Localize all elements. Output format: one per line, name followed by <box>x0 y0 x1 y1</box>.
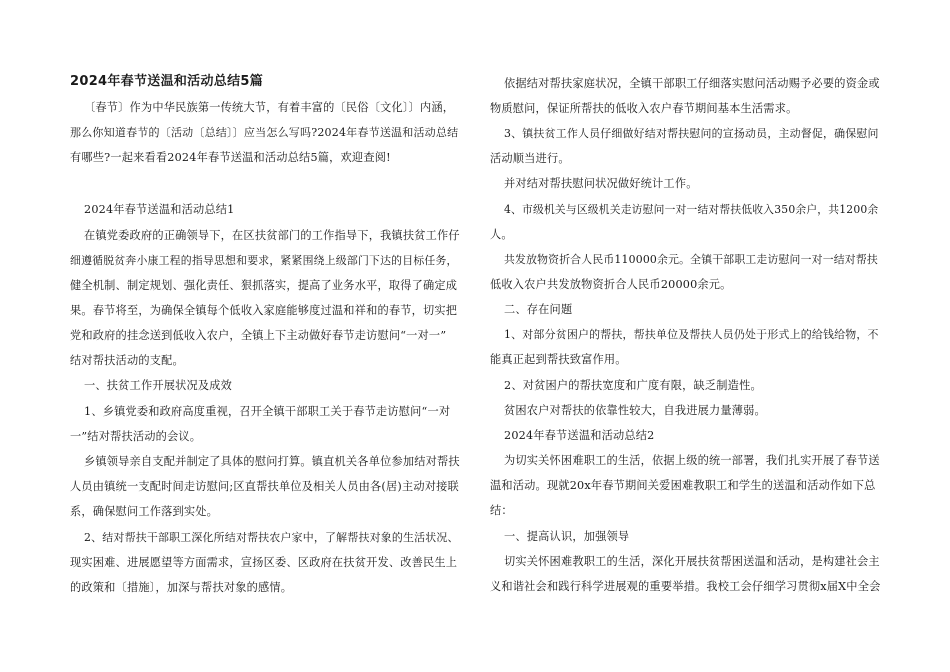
paragraph-line: 依据结对帮扶家庭状况，全镇干部职工仔细落实慰问活动赐予必要的资金或 <box>504 77 880 90</box>
subheading: 一、扶贫工作开展状况及成效 <box>84 379 233 392</box>
paragraph-line: 活动顺当进行。 <box>490 152 570 165</box>
paragraph-line: 4、市级机关与区级机关走访慰问一对一结对帮扶低收入350余户，共1200余 <box>504 203 879 216</box>
paragraph-line: 人员由镇统一支配时间走访慰问;区直帮扶单位及相关人员由各(居)主动对接联 <box>70 480 459 493</box>
paragraph-line: 乡镇领导亲自支配并制定了具体的慰问打算。镇直机关各单位参加结对帮扶 <box>84 455 460 468</box>
paragraph-line: 3、镇扶贫工作人员仔细做好结对帮扶慰问的宣扬动员，主动督促，确保慰问 <box>504 127 879 140</box>
paragraph-line: 为切实关怀困难职工的生活，依据上级的统一部署，我们扎实开展了春节送 <box>504 454 880 467</box>
paragraph-line: 义和谐社会和践行科学进展观的重要举措。我校工会仔细学习贯彻x届X中全会 <box>490 580 881 593</box>
paragraph-line: 低收入农户共发放物资折合人民币20000余元。 <box>490 278 732 291</box>
section-heading-1: 2024年春节送温和活动总结1 <box>84 203 235 216</box>
intro-line-3: 有哪些?一起来看看2024年春节送温和活动总结5篇，欢迎查阅! <box>70 151 391 164</box>
paragraph-line: 健全机制、制定规划、强化责任、狠抓落实，提高了业务水平，取得了确定成 <box>70 279 458 292</box>
paragraph-line: 在镇党委政府的正确领导下，在区扶贫部门的工作指导下，我镇扶贫工作仔 <box>84 229 460 242</box>
document-title: 2024年春节送温和活动总结5篇 <box>70 74 264 89</box>
paragraph-line: 人。 <box>490 228 513 241</box>
paragraph-line: 切实关怀困难教职工的生活，深化开展扶贫帮困送温和活动，是构建社会主 <box>504 555 880 568</box>
paragraph-line: 1、乡镇党委和政府高度重视，召开全镇干部职工关于春节走访慰问“一对 <box>84 405 451 418</box>
paragraph-line: 结： <box>490 504 513 517</box>
intro-line-2: 那么你知道春节的〔活动〔总结〕〕应当怎么写吗?2024年春节送温和活动总结 <box>70 126 459 139</box>
paragraph-line: 结对帮扶活动的支配。 <box>70 354 184 367</box>
paragraph-line: 贫困农户对帮扶的依靠性较大，自我进展力量薄弱。 <box>504 404 766 417</box>
paragraph-line: 能真正起到帮扶致富作用。 <box>490 353 627 366</box>
paragraph-line: 的政策和〔措施〕，加深与帮扶对象的感情。 <box>70 581 293 594</box>
paragraph-line: 2、结对帮扶干部职工深化所结对帮扶农户家中，了解帮扶对象的生活状况、 <box>84 531 459 544</box>
paragraph-line: 物质慰问，保证所帮扶的低收入农户春节期间基本生活需求。 <box>490 102 798 115</box>
intro-line-1: 〔春节〕作为中华民族第一传统大节，有着丰富的〔民俗〔文化〕〕内涵， <box>84 101 455 114</box>
paragraph-line: 细遵循脱贫奔小康工程的指导思想和要求，紧紧围绕上级部门下达的目标任务， <box>70 254 458 267</box>
paragraph-line: 共发放物资折合人民币110000余元。全镇干部职工走访慰问一对一结对帮扶 <box>504 253 878 266</box>
paragraph-line: 党和政府的挂念送到低收入农户，全镇上下主动做好春节走访慰问“一对一” <box>70 329 447 342</box>
paragraph-line: 果。春节将至，为确保全镇每个低收入家庭能够度过温和祥和的春节，切实把 <box>70 304 458 317</box>
paragraph-line: 系，确保慰问工作落到实处。 <box>70 505 219 518</box>
paragraph-line: 2、对贫困户的帮扶宽度和广度有限，缺乏制造性。 <box>504 379 762 392</box>
section-heading-2: 2024年春节送温和活动总结2 <box>504 429 655 442</box>
paragraph-line: 并对结对帮扶慰问状况做好统计工作。 <box>504 177 698 190</box>
paragraph-line: 温和活动。现就20x年春节期间关爱困难教职工和学生的送温和活动作如下总 <box>490 479 876 492</box>
paragraph-line: 1、对部分贫困户的帮扶，帮扶单位及帮扶人员仍处于形式上的给钱给物，不 <box>504 328 879 341</box>
paragraph-line: 现实困难、进展愿望等方面需求，宣扬区委、区政府在扶贫开发、改善民生上 <box>70 556 458 569</box>
paragraph-line: 一”结对帮扶活动的会议。 <box>70 430 202 443</box>
subheading: 二、存在问题 <box>504 303 573 316</box>
subheading: 一、提高认识，加强领导 <box>504 530 630 543</box>
